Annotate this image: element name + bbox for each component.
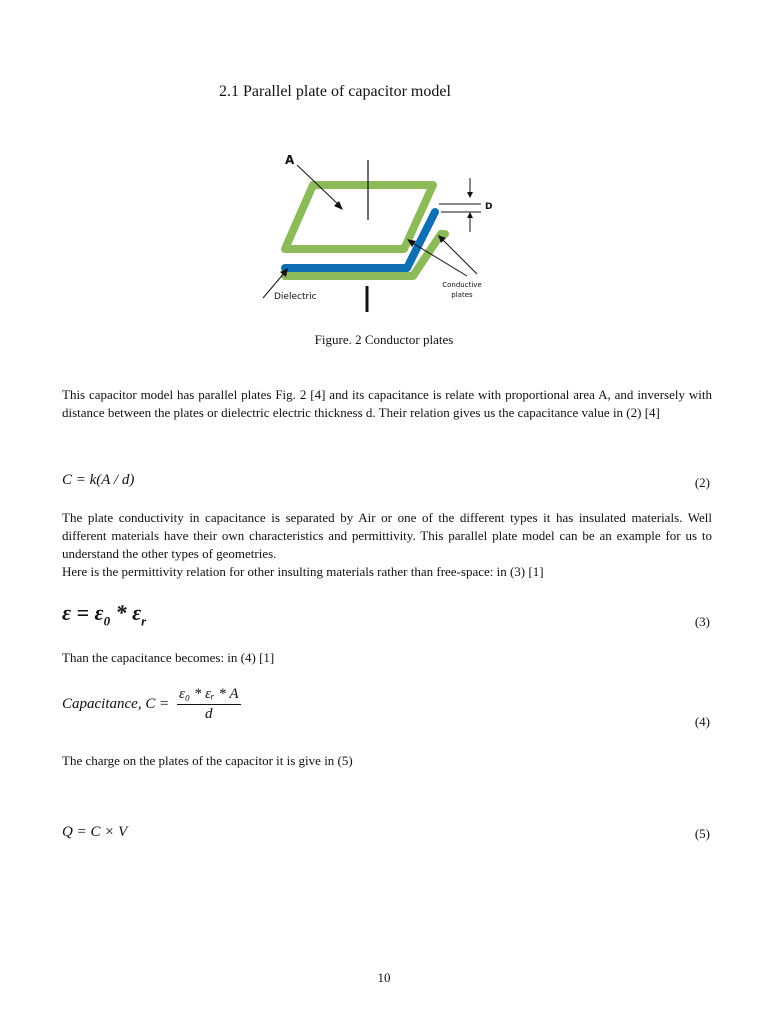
equation-3-number: (3) xyxy=(694,614,710,629)
equation-2: C = k(A / d) xyxy=(62,472,135,488)
figure-caption: Figure. 2 Conductor plates xyxy=(314,332,454,347)
d-arrowhead-top xyxy=(467,192,473,198)
label-conductive-2: plates xyxy=(451,291,473,299)
d-arrowhead-bottom xyxy=(467,212,473,218)
eq3-sub0: 0 xyxy=(103,613,111,629)
eq4-denominator: d xyxy=(205,706,213,722)
eq3-lhs: ε = ε xyxy=(62,600,104,625)
eq3-mid: * ε xyxy=(110,600,142,625)
paragraph-4 xyxy=(62,752,712,770)
eq4-numerator: ε₀ * εᵣ * A xyxy=(177,686,241,705)
paragraph-2-text: The plate conductivity in capacitance is separated by Air or one of the different types it has insulated materials. Well different materials have their own characteristics and permittivity. This parallel plate model can be an example for us to understand the other types of geometries. xyxy=(62,510,712,561)
label-d: D xyxy=(485,202,493,212)
equation-5-number: (5) xyxy=(694,826,710,841)
eq3-subr: r xyxy=(141,613,147,629)
conductive-arrow-2 xyxy=(441,238,477,274)
eq4-fraction xyxy=(177,686,241,723)
equation-5: Q = C × V xyxy=(62,824,128,840)
paragraph-3-text: Than the capacitance becomes: in (4) [1] xyxy=(62,650,275,665)
paragraph-1 xyxy=(62,386,712,422)
paragraph-4-text: The charge on the plates of the capacitor it is give in (5) xyxy=(62,753,353,768)
label-dielectric: Dielectric xyxy=(274,292,317,302)
paragraph-2-line-2: Here is the permittivity relation for other insulting materials rather than free-space: in (3) [1] xyxy=(62,564,544,579)
equation-4 xyxy=(62,686,241,723)
equation-3 xyxy=(62,600,146,629)
top-plate xyxy=(285,185,433,249)
equation-2-number: (2) xyxy=(694,475,710,490)
section-title: 2.1 Parallel plate of capacitor model xyxy=(219,83,451,100)
label-conductive-1: Conductive xyxy=(442,281,482,289)
paragraph-3 xyxy=(62,649,712,667)
page-number: 10 xyxy=(377,970,391,985)
equation-4-number: (4) xyxy=(694,714,710,729)
paragraph-1-text: This capacitor model has parallel plates Fig. 2 [4] and its capacitance is relate with proportional area A, and inversely with distance between the plates or dielectric electric thickness d. Their relation gives us the capacitance value in (2) [4] xyxy=(62,387,712,420)
paragraph-2 xyxy=(62,509,712,581)
eq4-lhs: Capacitance, C = xyxy=(62,695,170,712)
capacitor-figure xyxy=(255,148,515,318)
label-a: A xyxy=(285,153,295,167)
